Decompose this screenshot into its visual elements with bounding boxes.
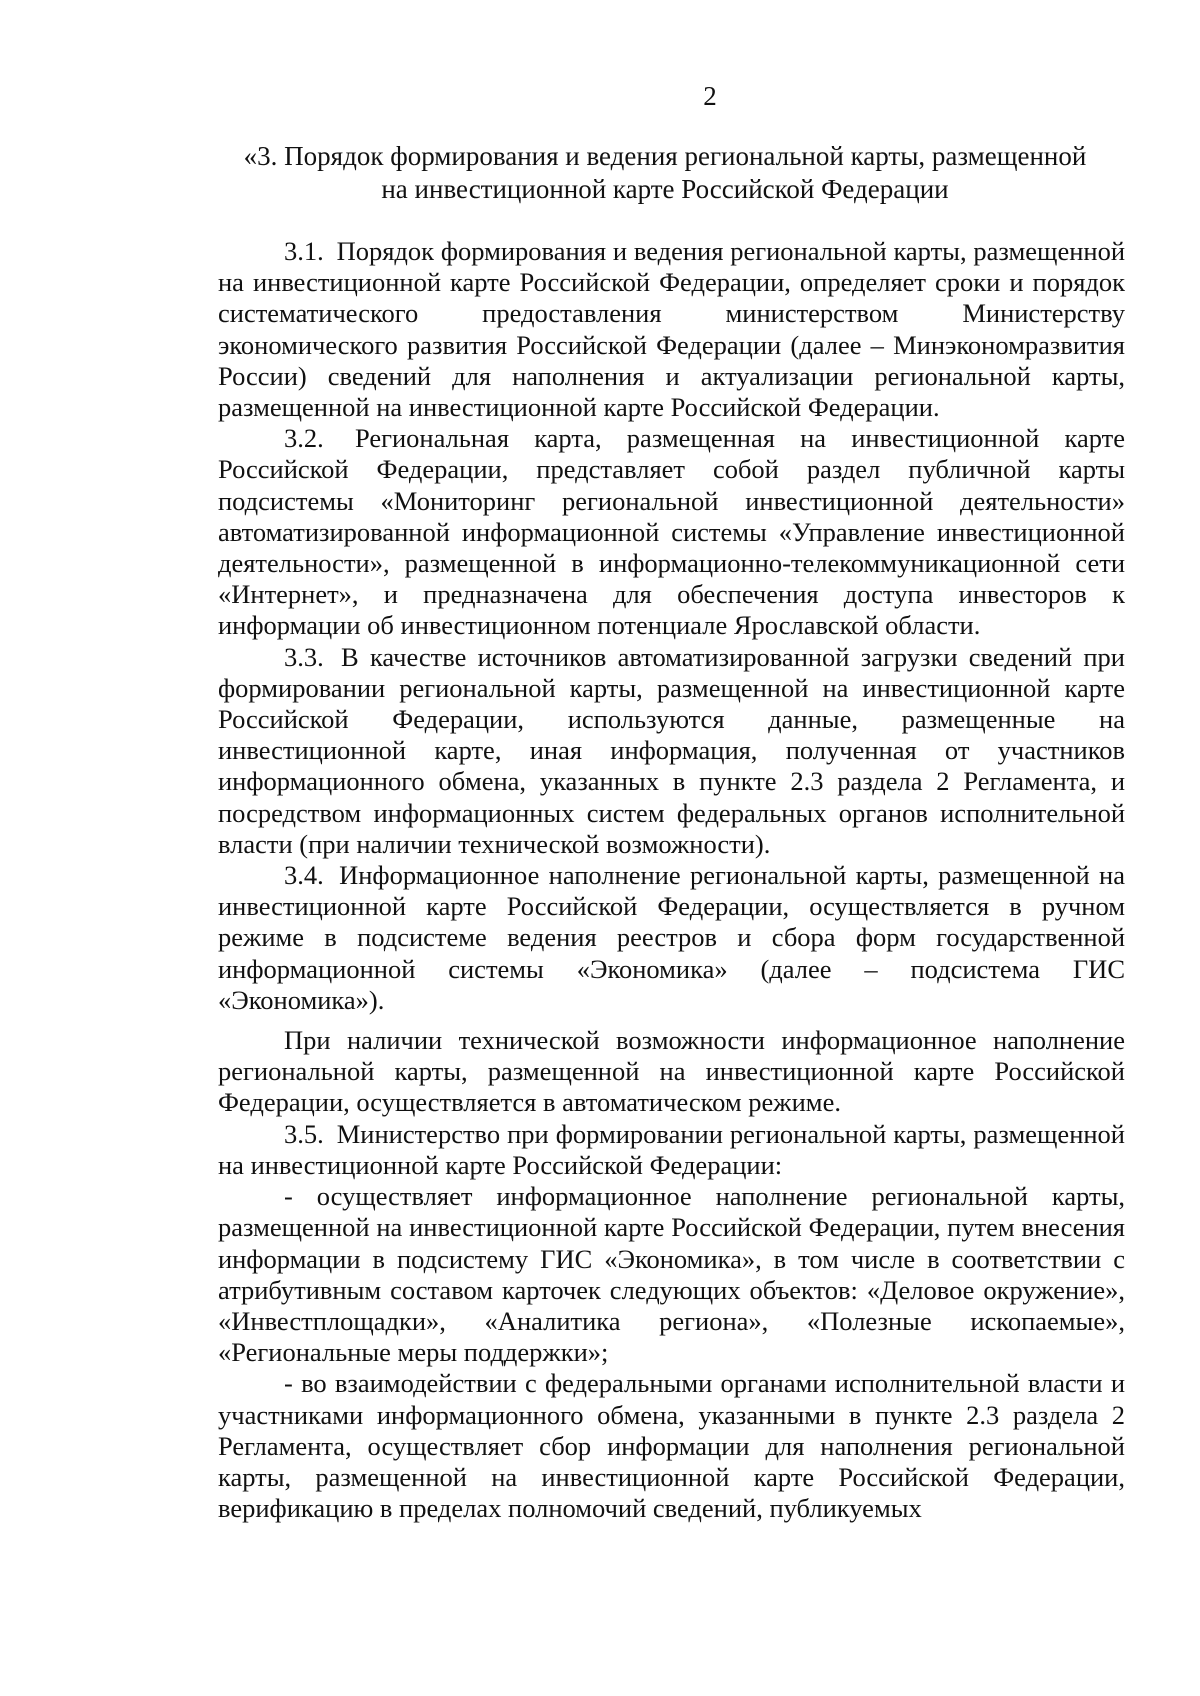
paragraph-text: - осуществляет информационное наполнение региональной карты, размещенной на инвестиционной карте Российской Федерации, путем внесения информации в подсистему ГИС «Экономика», в том числе в соответствии с атрибутивным составом карточек следующих объектов: «Деловое окружение», «Инвестплощадки», «Аналитика региона», «Полезные ископаемые», «Региональные меры поддержки»; (218, 1181, 1125, 1368)
paragraph-number: 3.1. (284, 236, 324, 266)
paragraph-3-5 (218, 1119, 1125, 1181)
section-heading-line-2: на инвестиционной карте Российской Федерации (381, 174, 949, 204)
paragraph-text: Министерство при формировании региональной карты, размещенной на инвестиционной карте Российской Федерации: (218, 1118, 1125, 1180)
document-body (218, 236, 1125, 1524)
section-heading (205, 140, 1125, 206)
page-number: 2 (703, 81, 717, 111)
paragraph-text: - во взаимодействии с федеральными органами исполнительной власти и участниками информационного обмена, указанными в пункте 2.3 раздела 2 Регламента, осуществляет сбор информации для наполнения региональной карты, размещенной на инвестиционной карте Российской Федерации, верификацию в пределах полномочий сведений, публикуемых (218, 1368, 1125, 1524)
paragraph-text: В качестве источников автоматизированной загрузки сведений при формировании региональной карты, размещенной на инвестиционной карте Российской Федерации, используются данные, размещенные на инвестиционной карте, иная информация, полученная от участников информационного обмена, указанных в пункте 2.3 раздела 2 Регламента, и посредством информационных систем федеральных органов исполнительной власти (при наличии технической возможности). (218, 641, 1125, 859)
paragraph-text: Информационное наполнение региональной карты, размещенной на инвестиционной карте Российской Федерации, осуществляется в ручном режиме в подсистеме ведения реестров и сбора форм государственной информационной системы «Экономика» (далее – подсистема ГИС «Экономика»). (218, 860, 1126, 1015)
paragraph-automatic-mode (218, 1025, 1125, 1119)
paragraph-number: 3.4. (284, 860, 324, 891)
paragraph-3-4 (218, 860, 1125, 1016)
paragraph-number: 3.5. (284, 1118, 324, 1149)
paragraph-text: При наличии технической возможности информационное наполнение региональной карты, размещенной на инвестиционной карте Российской Федерации, осуществляется в автоматическом режиме. (218, 1025, 1125, 1118)
paragraph-number: 3.2. (284, 423, 324, 454)
list-item-information-filling (218, 1181, 1125, 1368)
list-item-interaction (218, 1368, 1125, 1524)
section-heading-line-1: «3. Порядок формирования и ведения региональной карты, размещенной (243, 141, 1087, 171)
paragraph-text: Порядок формирования и ведения региональной карты, размещенной на инвестиционной карте Российской Федерации, определяет сроки и порядок систематического предоставления министерством Министерству экономического развития Российской Федерации (далее – Минэкономразвития России) сведений для наполнения и актуализации региональной карты, размещенной на инвестиционной карте Российской Федерации. (218, 236, 1126, 423)
paragraph-number: 3.3. (284, 641, 324, 672)
paragraph-3-3 (218, 642, 1125, 860)
paragraph-3-2 (218, 423, 1125, 641)
paragraph-3-1 (218, 236, 1125, 423)
paragraph-text: Региональная карта, размещенная на инвестиционной карте Российской Федерации, представляет собой раздел публичной карты подсистемы «Мониторинг региональной инвестиционной деятельности» автоматизированной информационной системы «Управление инвестиционной деятельности», размещенной в информационно-телекоммуникационной сети «Интернет», и предназначена для обеспечения доступа инвесторов к информации об инвестиционном потенциале Ярославской области. (218, 423, 1125, 641)
